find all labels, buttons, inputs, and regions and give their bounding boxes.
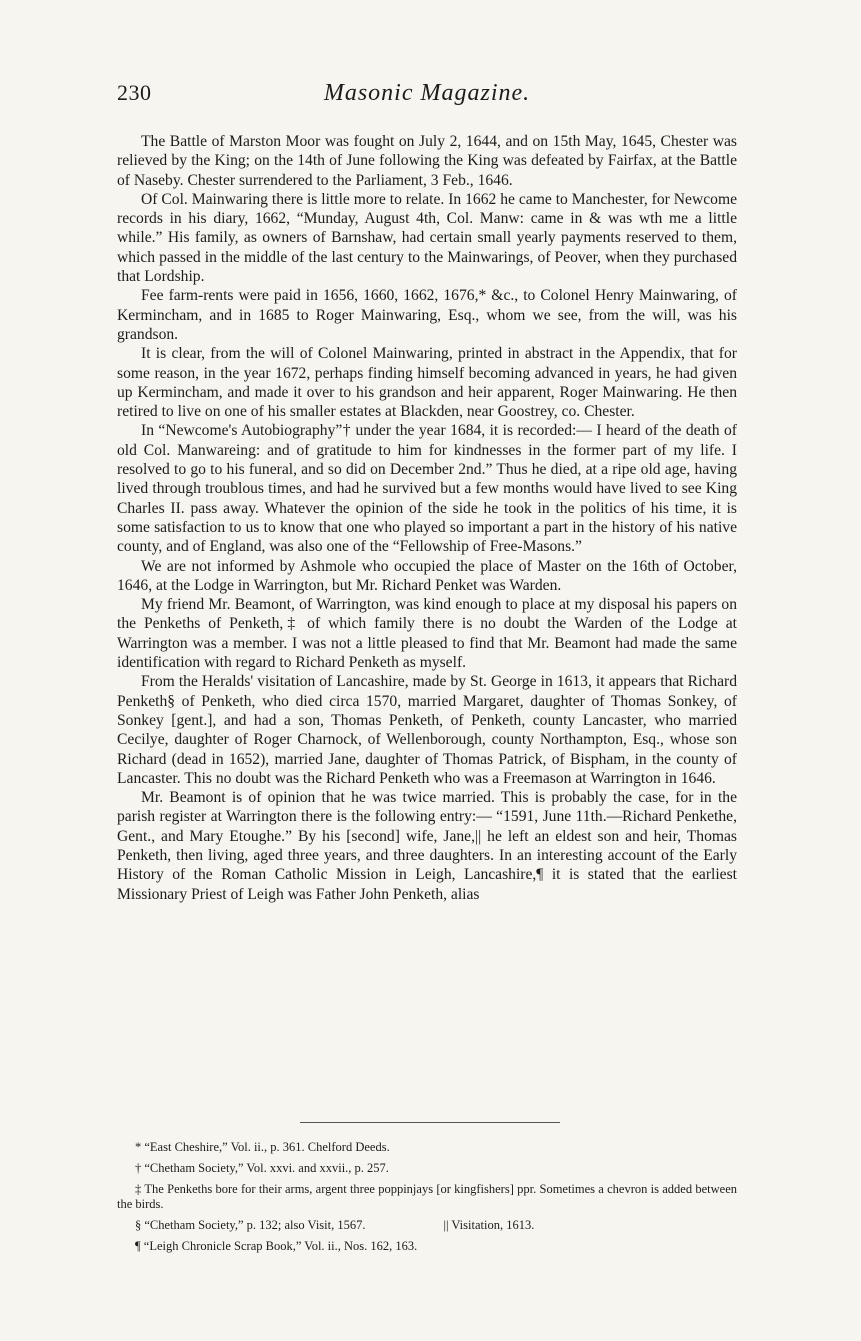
body-text: [117, 132, 737, 904]
paragraph: Fee farm-rents were paid in 1656, 1660, 1662, 1676,* &c., to Colonel Henry Mainwaring, of Kermincham, and in 1685 to Roger Mainwaring, Esq., whom we see, from the will, was his grandson.: [117, 287, 737, 343]
paragraph: It is clear, from the will of Colonel Mainwaring, printed in abstract in the Appendix, that for some reason, in the year 1672, perhaps finding himself becoming advanced in years, he had given up Kermincham, and made it over to his grandson and heir apparent, Roger Mainwaring. He then retired to live on one of his smaller estates at Blackden, near Goostrey, co. Chester.: [117, 345, 737, 421]
paragraph: From the Heralds' visitation of Lancashire, made by St. George in 1613, it appears that Richard Penketh§ of Penketh, who died circa 1570, married Margaret, daughter of Thomas Sonkey, of Sonkey [gent.], and had a son, Thomas Penketh, of Penketh, county Lancaster, who married Cecilye, daughter of Roger Charnock, of Wellenborough, county Northampton, Esq., whose son Richard (dead in 1652), married Jane, daughter of Thomas Patrick, of Bispham, in the county of Lancaster. This no doubt was the Richard Penketh who was a Freemason at Warrington in 1646.: [117, 673, 737, 787]
paragraph: In “Newcome's Autobiography”† under the year 1684, it is recorded:— I heard of the death of old Col. Manwareing: and of gratitude to him for kindnesses in the former part of my life. I resolved to go to his funeral, and so did on December 2nd.” Thus he died, at a ripe old age, having lived through troublous times, and had he survived but a few months would have lived to see King Charles II. pass away. Whatever the opinion of the side he took in the politics of his time, it is some satisfaction to us to know that one who played so important a part in the history of his native county, and of England, was also one of the “Fellowship of Free-Masons.”: [117, 422, 737, 556]
running-title: Masonic Magazine.: [323, 80, 531, 106]
paragraph: My friend Mr. Beamont, of Warrington, was kind enough to place at my disposal his papers on the Penkeths of Penketh,‡ of which family there is no doubt the Warden of the Lodge at Warrington was a member. I was not a little pleased to find that Mr. Beamont had made the same identification with regard to Richard Penketh as myself.: [117, 596, 737, 672]
footnote: * “East Cheshire,” Vol. ii., p. 361. Chelford Deeds.: [135, 1140, 390, 1154]
paragraph: We are not informed by Ashmole who occupied the place of Master on the 16th of October, 1646, at the Lodge in Warrington, but Mr. Richard Penket was Warden.: [117, 557, 737, 594]
page-header: [117, 80, 737, 110]
footnotes: [117, 1140, 737, 1260]
paragraph: The Battle of Marston Moor was fought on July 2, 1644, and on 15th May, 1645, Chester was relieved by the King; on the 14th of June following the King was defeated by Fairfax, at the Battle of Naseby. Chester surrendered to the Parliament, 3 Feb., 1646.: [117, 133, 737, 189]
footnote: § “Chetham Society,” p. 132; also Visit, 1567.: [135, 1218, 366, 1232]
paragraph: Of Col. Mainwaring there is little more to relate. In 1662 he came to Manchester, for Newcome records in his diary, 1662, “Munday, August 4th, Col. Manw: came in & was wth me a little while.” His family, as owners of Barnshaw, had certain small yearly payments reserved to them, which passed in the middle of the last century to the Mainwarings, of Peover, when they purchased that Lordship.: [117, 190, 737, 286]
footnote: ‡ The Penkeths bore for their arms, argent three poppinjays [or kingfishers] ppr. Sometimes a chevron is added between the birds.: [117, 1182, 737, 1211]
footnote-row: [117, 1218, 737, 1239]
footnote: ¶ “Leigh Chronicle Scrap Book,” Vol. ii., Nos. 162, 163.: [135, 1239, 418, 1253]
footnote: || Visitation, 1613.: [443, 1218, 535, 1232]
paragraph: Mr. Beamont is of opinion that he was twice married. This is probably the case, for in the parish register at Warrington there is the following entry:— “1591, June 11th.—Richard Penkethe, Gent., and Mary Etoughe.” By his [second] wife, Jane,|| he left an eldest son and heir, Thomas Penketh, then living, aged three years, and three daughters. In an interesting account of the Early History of the Roman Catholic Mission in Leigh, Lancashire,¶ it is stated that the earliest Missionary Priest of Leigh was Father John Penketh, alias: [117, 789, 737, 903]
page-number: 230: [117, 80, 152, 105]
footnote: † “Chetham Society,” Vol. xxvi. and xxvii., p. 257.: [135, 1161, 389, 1175]
footnote-divider: [300, 1122, 560, 1123]
